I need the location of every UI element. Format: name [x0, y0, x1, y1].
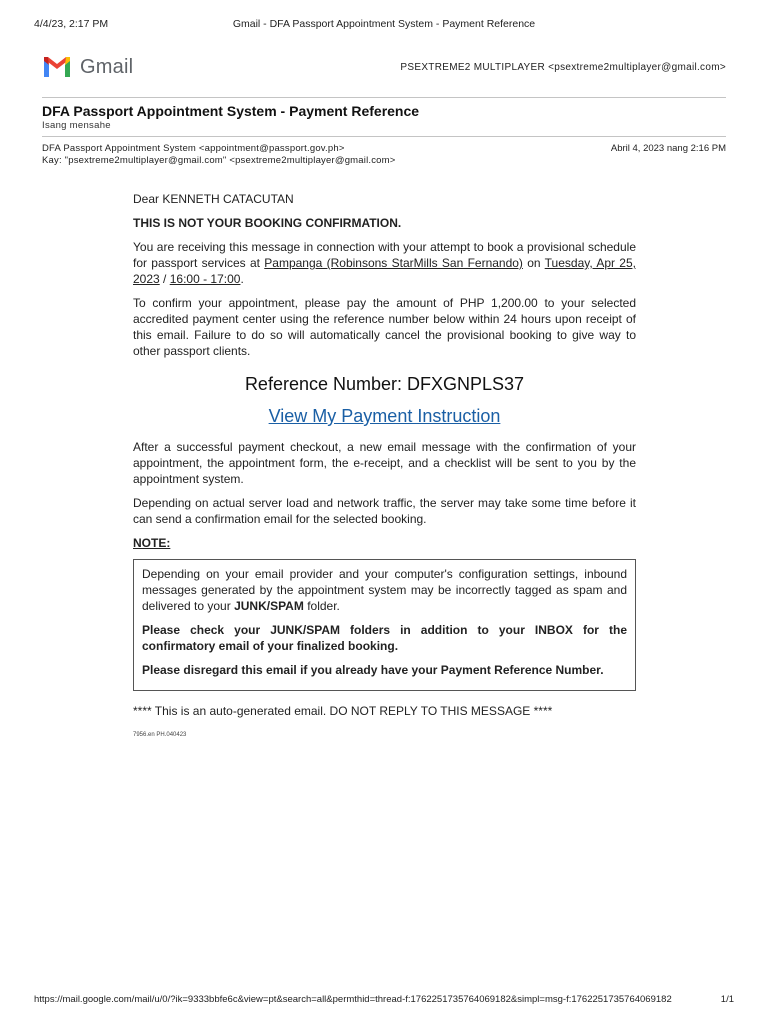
template-code: 7956.en PH.040423 [133, 732, 187, 738]
auto-generated-notice: **** This is an auto-generated email. DO NOT REPLY TO THIS MESSAGE **** [133, 704, 553, 718]
intro-on: on [522, 256, 545, 270]
account-name: PSEXTREME2 MULTIPLAYER <psextreme2multiplayer@gmail.com> [400, 62, 726, 73]
subject-divider [42, 136, 726, 137]
intro-paragraph [133, 239, 636, 287]
note-spam-folder: JUNK/SPAM [234, 599, 304, 613]
server-paragraph: Depending on actual server load and network traffic, the server may take some time before it can send a confirmation email for the selected booking. [133, 496, 636, 526]
note-spam-end: folder. [303, 599, 340, 613]
sent-date: Abril 4, 2023 nang 2:16 PM [610, 143, 726, 154]
reference-number: Reference Number: DFXGNPLS37 [244, 374, 525, 394]
note-spam-text: Depending on your email provider and your computer's configuration settings, inbound messages generated by the appointment system may be incorrectly tagged as spam and delivered to your [142, 567, 627, 613]
note-box [133, 559, 636, 691]
header-divider [42, 97, 726, 98]
note-disregard: Please disregard this email if you already have your Payment Reference Number. [142, 663, 604, 677]
page-number: 1/1 [720, 994, 734, 1005]
appointment-date: Tuesday, Apr 25, 2023 [133, 256, 636, 286]
booking-warning: THIS IS NOT YOUR BOOKING CONFIRMATION. [133, 216, 402, 230]
email-body [133, 191, 636, 743]
payment-paragraph: To confirm your appointment, please pay the amount of PHP 1,200.00 to your selected accredited payment center using the reference number below within 24 hours upon receipt of this email. Failure to do so will automatically cancel the provisional booking to give way to other passport clients. [133, 296, 636, 358]
note-spam [142, 566, 627, 614]
greeting: Dear KENNETH CATACUTAN [133, 192, 294, 206]
checkout-paragraph: After a successful payment checkout, a new email message with the confirmation of your appointment, the appointment form, the e-receipt, and a checklist will be sent to you by the appointment system. [133, 440, 636, 486]
sender: DFA Passport Appointment System <appointment@passport.gov.ph> [42, 143, 345, 154]
intro-separator: / [159, 272, 170, 286]
email-subject: DFA Passport Appointment System - Payment Reference [42, 103, 420, 119]
print-datetime: 4/4/23, 2:17 PM [34, 18, 109, 30]
site-name: Pampanga (Robinsons StarMills San Fernando) [264, 256, 523, 270]
gmail-m-icon [42, 55, 72, 79]
gmail-logo[interactable] [42, 55, 133, 79]
print-page-title: Gmail - DFA Passport Appointment System - Payment Reference [232, 18, 536, 30]
appointment-time: 16:00 - 17:00 [169, 272, 241, 286]
message-count: Isang mensahe [42, 120, 111, 131]
intro-text: You are receiving this message in connection with your attempt to book a provisional schedule for passport services at [133, 240, 636, 270]
payment-instruction-link[interactable]: View My Payment Instruction [268, 406, 501, 426]
note-check-folders: Please check your JUNK/SPAM folders in addition to your INBOX for the confirmatory email of your finalized booking. [142, 623, 627, 653]
note-label: NOTE: [133, 536, 171, 550]
gmail-logo-text: Gmail [80, 55, 134, 78]
recipient: Kay: "psextreme2multiplayer@gmail.com" <psextreme2multiplayer@gmail.com> [42, 155, 396, 166]
print-url: https://mail.google.com/mail/u/0/?ik=9333bbfe6c&view=pt&search=all&permthid=thread-f:1762251735764069182&simpl=msg-f:1762251735764069182 [34, 994, 672, 1005]
intro-end: . [240, 272, 244, 286]
